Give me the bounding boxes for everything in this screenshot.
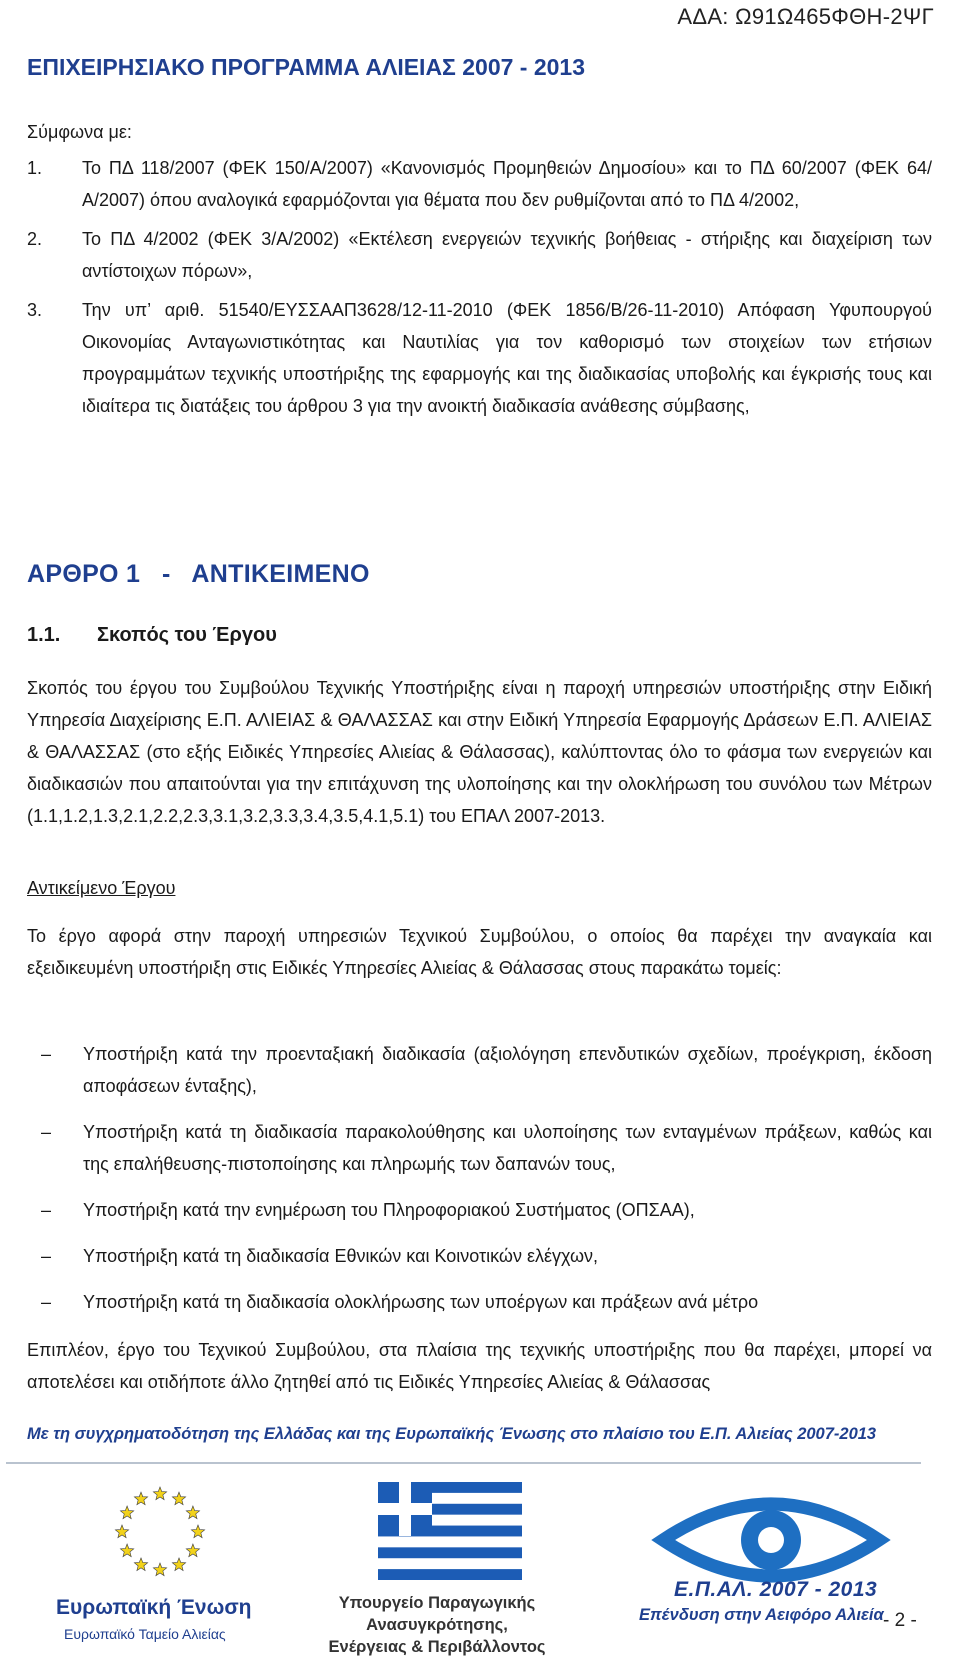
list-text: Την υπ’ αριθ. 51540/ΕΥΣΣΑΑΠ3628/12-11-2010 (ΦΕΚ 1856/Β/26-11-2010) Απόφαση Υφυπουργού Οικονομίας Ανταγωνιστικότητας και Ναυτιλίας για τον καθορισμό των στοιχείων των ετήσιων προγραμμάτων τεχνικής υποστήριξης της εφαρμογής και της διαδικασίας υποβολής και έγκρισής τους και ιδιαίτερα τις διατάξεις του άρθρου 3 για την ανοικτή διαδικασία ανάθεσης σύμβασης, — [82, 300, 932, 416]
list-item — [27, 223, 932, 287]
object-heading: Αντικείμενο Έργου — [27, 878, 176, 898]
list-number: 1. — [27, 158, 43, 178]
cofinancing-banner: Με τη συγχρηματοδότηση της Ελλάδας και της Ευρωπαϊκής Ένωσης στο πλαίσιο του Ε.Π. Αλιείας 2007-2013 — [27, 1425, 877, 1443]
list-item — [27, 294, 932, 422]
greek-flag-stripe — [378, 1569, 522, 1580]
eu-star — [153, 1563, 166, 1576]
list-text: Το ΠΔ 118/2007 (ΦΕΚ 150/Α/2007) «Κανονισμός Προμηθειών Δημοσίου» και το ΠΔ 60/2007 (ΦΕΚ 64/Α/2007) όπου αναλογικά εφαρμόζονται για θέματα που δεν ρυθμίζονται από το ΠΔ 4/2002, — [82, 158, 932, 210]
eu-star — [115, 1525, 128, 1538]
eu-star — [191, 1525, 204, 1538]
eu-name: Ευρωπαϊκή Ένωση — [56, 1596, 252, 1619]
ministry-line-2: Ενέργειας & Περιβάλλοντος — [328, 1638, 546, 1656]
section-number: 1.1. — [27, 624, 61, 646]
greek-flag-stripe — [378, 1536, 522, 1547]
legal-basis-list — [27, 152, 932, 429]
page-number: - 2 - — [883, 1610, 917, 1631]
list-item — [27, 152, 932, 216]
intro-text: Σύμφωνα με: — [27, 122, 132, 142]
greek-flag-cross-horizontal — [378, 1503, 432, 1515]
list-item — [27, 1116, 932, 1180]
purpose-paragraph: Σκοπός του έργου του Συμβούλου Τεχνικής Υποστήριξης είναι η παροχή υπηρεσιών υποστήριξης στην Ειδική Υπηρεσία Διαχείρισης Ε.Π. ΑΛΙΕΙΑΣ & ΘΑΛΑΣΣΑΣ και στην Ειδική Υπηρεσία Εφαρμογής Δράσεων Ε.Π. ΑΛΙΕΙΑΣ & ΘΑΛΑΣΣΑΣ (στο εξής Ειδικές Υπηρεσίες Αλιείας & Θάλασσας), καλύπτοντας όλο το φάσμα των ενεργειών και διαδικασιών που απαιτούνται για την επιτάχυνση της υλοποίησης και την ολοκλήρωση του συνόλου των Μέτρων (1.1,1.2,1.3,2.1,2.2,2.3,3.1,3.2,3.3,3.4,3.5,4.1,5.1) του ΕΠΑΛ 2007-2013. — [27, 678, 932, 826]
list-text: Το ΠΔ 4/2002 (ΦΕΚ 3/Α/2002) «Εκτέλεση ενεργειών τεχνικής βοήθειας - στήριξης και διαχείριση των αντίστοιχων πόρων», — [82, 229, 932, 281]
eu-fund: Ευρωπαϊκό Ταμείο Αλιείας — [64, 1626, 226, 1642]
list-text: Υποστήριξη κατά τη διαδικασία ολοκλήρωσης των υποέργων και πράξεων ανά μέτρο — [83, 1292, 759, 1312]
eu-stars-logo — [90, 1482, 230, 1582]
list-item — [27, 1240, 932, 1272]
closing-paragraph: Επιπλέον, έργο του Τεχνικού Συμβούλου, στα πλαίσια της τεχνικής υποστήριξης που θα παρέχει, μπορεί να αποτελέσει και οτιδήποτε άλλο ζητηθεί από τις Ειδικές Υπηρεσίες Αλιείας & Θάλασσας — [27, 1340, 932, 1392]
list-text: Υποστήριξη κατά τη διαδικασία Εθνικών και Κοινοτικών ελέγχων, — [83, 1246, 599, 1266]
epal-slogan: Επένδυση στην Αειφόρο Αλιεία — [639, 1606, 884, 1624]
ministry-line-1: Υπουργείο Παραγωγικής Ανασυγκρότησης, — [338, 1594, 536, 1634]
dash-marker: – — [41, 1246, 52, 1266]
eu-star — [153, 1487, 166, 1500]
document-title: ΕΠΙΧΕΙΡΗΣΙΑΚΟ ΠΡΟΓΡΑΜΜΑ ΑΛΙΕΙΑΣ 2007 - 2013 — [27, 54, 586, 80]
greek-flag-stripe — [378, 1547, 522, 1558]
list-item — [27, 1194, 932, 1226]
dash-marker: – — [41, 1200, 52, 1220]
ada-code: ΑΔΑ: Ω91Ω465ΦΘΗ-2ΨΓ — [677, 4, 934, 29]
epal-title: Ε.Π.ΑΛ. 2007 - 2013 — [674, 1578, 878, 1601]
section-title: Σκοπός του Έργου — [97, 624, 277, 646]
footer-divider — [6, 1462, 921, 1464]
eu-star — [186, 1544, 199, 1557]
eu-star — [172, 1492, 185, 1505]
article-heading: ΑΡΘΡΟ 1 - ΑΝΤΙΚΕΙΜΕΝΟ — [27, 560, 370, 588]
list-text: Υποστήριξη κατά την ενημέρωση του Πληροφοριακού Συστήματος (ΟΠΣΑΑ), — [83, 1200, 695, 1220]
list-item — [27, 1038, 932, 1102]
section-heading — [27, 624, 277, 647]
greek-flag — [378, 1482, 522, 1580]
eu-star — [134, 1492, 147, 1505]
eu-star — [134, 1558, 147, 1571]
dash-marker: – — [41, 1122, 52, 1142]
object-intro-paragraph: Το έργο αφορά στην παροχή υπηρεσιών Τεχνικού Συμβούλου, ο οποίος θα παρέχει την αναγκαία και εξειδικευμένη υποστήριξη στις Ειδικές Υπηρεσίες Αλιείας & Θάλασσας στους παρακάτω τομείς: — [27, 926, 932, 978]
services-list — [27, 1038, 932, 1332]
list-text: Υποστήριξη κατά τη διαδικασία παρακολούθησης και υλοποίησης των ενταγμένων πράξεων, καθώς και της επαλήθευσης-πιστοποίησης και πληρωμής των δαπανών τους, — [83, 1122, 932, 1174]
eu-star — [186, 1506, 199, 1519]
list-text: Υποστήριξη κατά την προενταξιακή διαδικασία (αξιολόγηση επενδυτικών σχεδίων, προέγκριση, έκδοση αποφάσεων ένταξης), — [83, 1044, 932, 1096]
eye-pupil — [758, 1527, 784, 1553]
dash-marker: – — [41, 1044, 52, 1064]
list-number: 2. — [27, 229, 43, 249]
list-number: 3. — [27, 300, 43, 320]
eu-star — [120, 1544, 133, 1557]
dash-marker: – — [41, 1292, 52, 1312]
ministry-name — [272, 1592, 602, 1658]
greek-flag-stripe — [378, 1558, 522, 1569]
list-item — [27, 1286, 932, 1318]
eu-star — [120, 1506, 133, 1519]
eu-star — [172, 1558, 185, 1571]
eu-stars — [115, 1487, 204, 1576]
